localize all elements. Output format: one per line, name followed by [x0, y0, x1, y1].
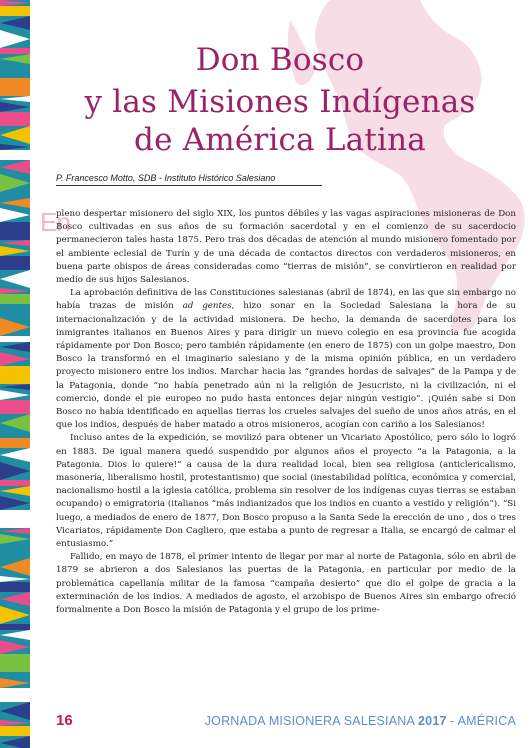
paragraph-2-italic: ad gentes — [182, 301, 232, 312]
stripe-band — [0, 544, 30, 558]
stripe-band — [0, 222, 30, 240]
paragraph-1-text: pleno despertar misionero del siglo XIX, los puntos débiles y las vagas aspiraciones misioneras de Don Bosco cultivadas en sus años de su formación sacerdotal y en el comienzo de su sacerdocio permanecieron tales hasta 1875. Pero tras dos décadas de atención al mundo misionero fomentado por el ambiente eclesial de Turín y de una década de contactos directos con verdaderos misioneros, en buena parte obispos de áreas consideradas como “tierras de misión”, se convirtieron en realidad por medio de sus hijos Salesianos. — [56, 209, 516, 286]
paragraph-1 — [56, 208, 516, 287]
footer-year: 2017 — [418, 714, 447, 728]
paragraph-2 — [56, 287, 516, 432]
stripe-band — [0, 294, 30, 304]
footer-suffix: - AMÉRICA — [446, 714, 516, 728]
stripe-band — [0, 480, 30, 486]
decorative-pattern-stripe — [0, 0, 30, 748]
stripe-band — [0, 438, 30, 448]
footer-prefix: JORNADA MISIONERA SALESIANA — [204, 714, 419, 728]
footer-banner — [205, 714, 516, 728]
title-line-3: de América Latina — [134, 122, 426, 158]
stripe-band — [0, 726, 30, 736]
stripe-band — [0, 192, 30, 198]
stripe-band — [0, 150, 30, 160]
page-number: 16 — [56, 712, 73, 729]
stripe-band — [0, 336, 30, 342]
author-divider — [56, 185, 322, 186]
stripe-band — [0, 78, 30, 96]
stripe-band — [0, 654, 30, 672]
author-byline: P. Francesco Motto, SDB - Instituto Histórico Salesiano — [56, 173, 276, 183]
stripe-band — [0, 6, 30, 16]
stripe-band — [0, 400, 30, 414]
title-line-2: y las Misiones Indígenas — [84, 84, 476, 120]
stripe-band — [0, 48, 30, 54]
paragraph-3: Incluso antes de la expedición, se movilizó para obtener un Vicariato Apostólico, pero sólo lo logró en 1883. De igual manera quedó suspendido por algunos años el proyecto “a la Patagonia, a la Patagonia. Dios lo quiere!” a causa de la dura realidad local, bien sea religiosa (anticlericalismo, masonería, liberalismo hostil, protestantismo) que social (inestabilidad política, económica y comercial, nacionalismo hostil a la iglesia católica, problema sin resolver de los indígenas cuyas tierras se estaban ocupando) o emigratoria (italianos “más indianizados que los indios en cuanto a vestido y religión”). “Si luego, a mediados de enero de 1877, Don Bosco propuso a la Santa Sede la erección de uno , dos o tres Vicariatos, rápidamente Don Cagliero, que estaba a punto de regresar a Italia, se encargó de calmar el entusiasmo.” — [56, 433, 516, 550]
paragraph-2-text-a: La aprobación definitiva de las Constituciones salesianas (abril de 1874), en las que sin embargo no había trazas de misión — [56, 288, 516, 312]
stripe-band — [0, 624, 30, 630]
stripe-band — [0, 510, 30, 528]
drop-cap: En — [40, 207, 70, 237]
paragraph-4: Fallido, en mayo de 1878, el primer intento de llegar por mar al norte de Patagonia, sólo en abril de 1879 se abrieron a dos Salesianos las puertas de la Patagonia, en particular por medio de la problemática capellanía militar de la famosa “campaña desierto” que dio el golpe de gracia a la exterminación de los indios. A mediados de agosto, el arzobispo de Buenos Aires sin embargo ofreció formalmente a Don Bosco la misión de Patagonia y el grupo de los prime- — [56, 552, 516, 616]
stripe-band — [0, 688, 30, 702]
stripe-band — [0, 366, 30, 384]
title-line-1: Don Bosco — [195, 42, 365, 78]
stripe-band — [0, 582, 30, 592]
stripe-band — [0, 112, 30, 126]
paragraph-2-text-b: , hizo sonar en la Sociedad Salesiana la hora de su internacionalización y de la actividad misionera. De hecho, la demanda de sacerdotes para los inmigrantes italianos en Buenos Aires y para dirigir un nuevo colegio en esa provincia fue acogida rápidamente por Don Bosco; pero también rápidamente (en enero de 1875) con un golpe maestro, Don Bosco la transformó en el imaginario salesiano y de la misma opinión pública, en un verdadero proyecto misionero entre los indios. Marchar hacia las “grandes hordas de salvajes” de la Pampa y de la Patagonia, donde “no había penetrado aún ni la religión de Jesucristo, ni la civilización, ni el comercio, donde el pie europeo no pudo hasta entonces dejar ningún vestigio”. ¡Quién sabe si Don Bosco no había identificado en aquellas tierras los crueles salvajes del sueño de unos años atrás, en el que los indios, después de haber matado a otros misioneros, acogían con cariño a los Salesianos! — [56, 301, 516, 431]
stripe-band — [0, 256, 30, 270]
article-body — [56, 208, 516, 617]
